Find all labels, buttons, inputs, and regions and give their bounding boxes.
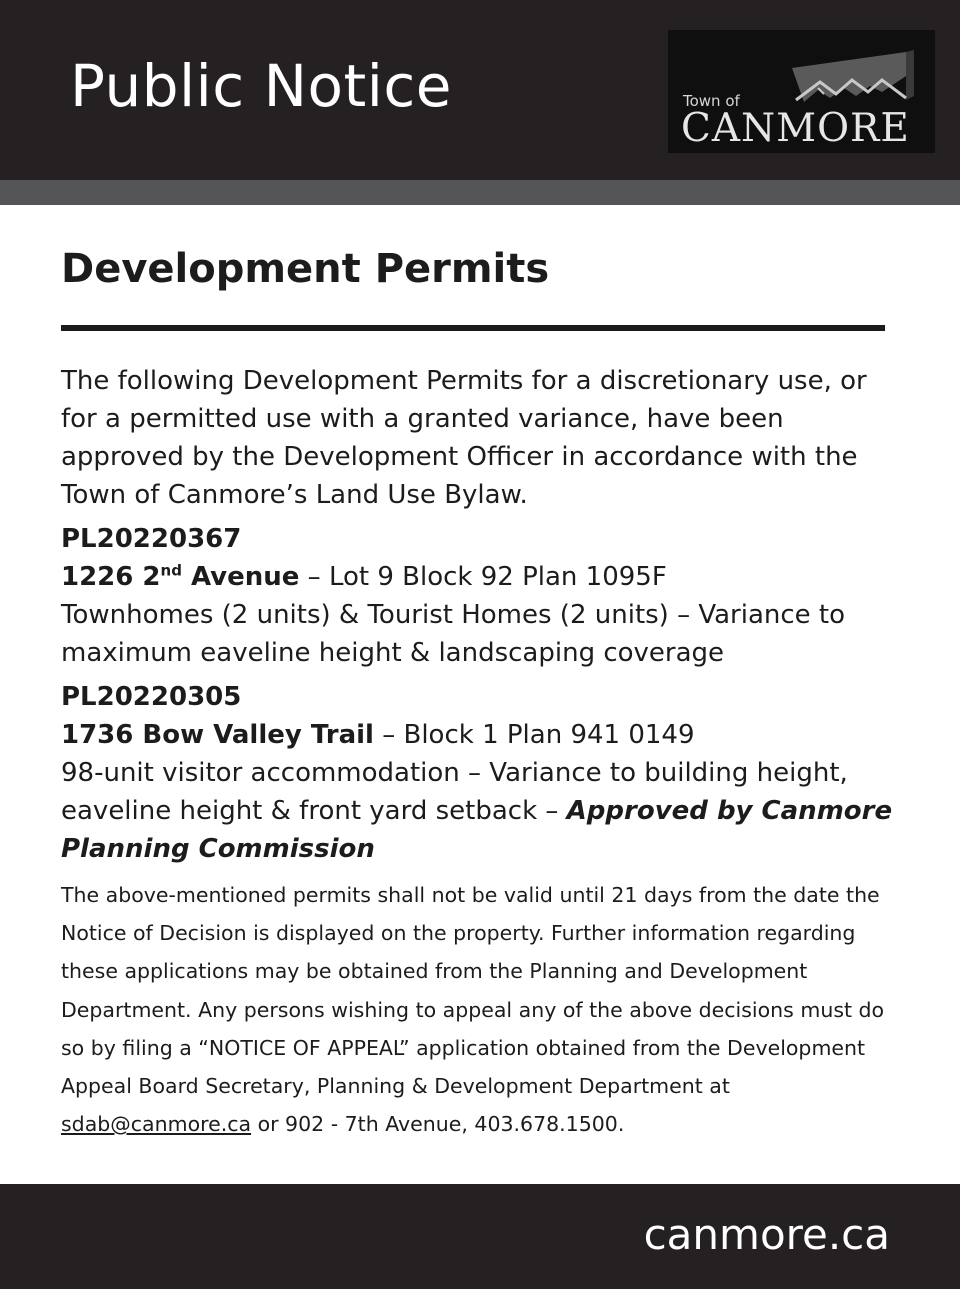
permit-address-tail: Avenue <box>181 562 300 592</box>
permit-address-line <box>61 558 911 596</box>
email-link[interactable]: sdab@canmore.ca <box>61 1112 252 1137</box>
header-divider-strip <box>0 180 960 205</box>
footer-url[interactable]: canmore.ca <box>643 1210 890 1259</box>
permit-id: PL20220367 <box>61 524 242 554</box>
permit-address-suffix: nd <box>160 561 182 580</box>
notice-body <box>61 362 911 1143</box>
intro-paragraph: The following Development Permits for a discretionary use, or for a permitted use with a granted variance, have been approved by the Development Officer in accordance with the Town of Canmore’s Land Use Bylaw. <box>61 366 867 510</box>
logo-town-of-text: Town of <box>683 92 740 110</box>
page-title: Public Notice <box>70 52 452 120</box>
permit-address-line <box>61 716 911 754</box>
fine-print-tail: or 902 - 7th Avenue, 403.678.1500. <box>251 1112 625 1137</box>
canmore-logo <box>668 30 935 153</box>
title-rule <box>61 325 885 331</box>
permit-id: PL20220305 <box>61 682 242 712</box>
fine-print <box>61 876 911 1143</box>
section-title: Development Permits <box>61 246 550 292</box>
permit-legal: – Block 1 Plan 941 0149 <box>373 720 695 750</box>
permit-address: 1226 2 <box>61 562 161 592</box>
permit-description <box>61 754 911 868</box>
permit-entry <box>61 520 911 672</box>
permit-description-text: 98-unit visitor accommodation – Variance to building height, eaveline height & front yard setback – <box>61 758 848 826</box>
permit-legal: – Lot 9 Block 92 Plan 1095F <box>299 562 667 592</box>
fine-print-text: The above-mentioned permits shall not be valid until 21 days from the date the Notice of Decision is displayed on the property. Further information regarding these applications may be obtained from the Planning and Development Department. Any persons wishing to appeal any of the above decisions must do so by filing a “NOTICE OF APPEAL” application obtained from the Development Appeal Board Secretary, Planning & Development Department at <box>61 883 885 1099</box>
permit-address: 1736 Bow Valley Trail <box>61 720 374 750</box>
permit-approval: Approved by Canmore Planning Commission <box>61 796 893 864</box>
logo-canmore-text: CANMORE <box>681 106 910 151</box>
permit-entry <box>61 678 911 868</box>
permit-description: Townhomes (2 units) & Tourist Homes (2 units) – Variance to maximum eaveline height & landscaping coverage <box>61 600 846 668</box>
